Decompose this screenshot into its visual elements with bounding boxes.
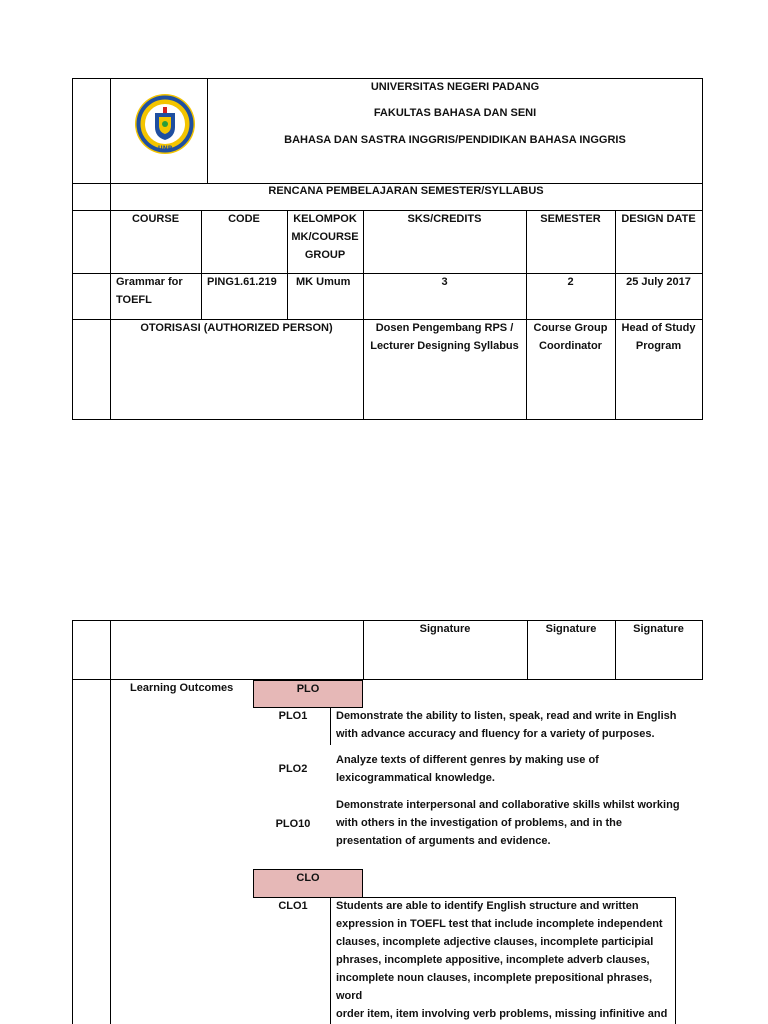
logo-abbr: UNP: [157, 145, 173, 152]
credits-value: 3: [441, 276, 448, 288]
page-title: RENCANA PEMBELAJARAN SEMESTER/SYLLABUS: [268, 185, 544, 197]
design-date-value: 25 July 2017: [626, 276, 691, 288]
plo10-code: PLO10: [275, 818, 311, 830]
clo1-code: CLO1: [278, 900, 308, 912]
course-header: COURSE: [131, 213, 180, 225]
course-group: MK Umum: [296, 276, 351, 288]
faculty-name: FAKULTAS BAHASA DAN SENI: [373, 107, 537, 119]
clo1-description: Students are able to identify English structure and written expression in TOEFL test that include incomplete independent clauses, incomplete adjective clauses, incomplete participial phrases, incomplete appositive, incomplete adverb clauses, incomplete noun clauses, incomplete prepositional phrases, word order item, item involving verb problems, missing infinitive and: [336, 900, 668, 1020]
plo1-code: PLO1: [278, 710, 308, 722]
semester-header: SEMESTER: [540, 213, 601, 225]
course-group-coordinator: Course Group Coordinator: [533, 322, 608, 352]
design-date-header: DESIGN DATE: [621, 213, 696, 225]
learning-outcomes-label: Learning Outcomes: [130, 682, 234, 694]
plo1-description: Demonstrate the ability to listen, speak, read and write in English with advance accuracy and fluency for a variety of purposes.: [336, 710, 677, 740]
credits-header: SKS/CREDITS: [407, 213, 482, 225]
course-code: PING1.61.219: [207, 276, 277, 288]
university-logo: [134, 93, 196, 155]
head-of-study-program: Head of Study Program: [621, 322, 696, 352]
course-group-header: KELOMPOK MK/COURSE GROUP: [291, 213, 359, 261]
clo-header: CLO: [296, 872, 320, 884]
plo2-description: Analyze texts of different genres by making use of lexicogrammatical knowledge.: [336, 754, 599, 784]
signature-head: Signature: [633, 623, 684, 635]
plo-header: PLO: [296, 683, 320, 695]
code-header: CODE: [228, 213, 260, 225]
lecturer-designing-syllabus: Dosen Pengembang RPS / Lecturer Designing Syllabus: [370, 322, 519, 352]
signature-lecturer: Signature: [419, 623, 471, 635]
authorization-label: OTORISASI (AUTHORIZED PERSON): [140, 322, 333, 334]
course-name: Grammar for TOEFL: [116, 276, 183, 306]
signature-coordinator: Signature: [545, 623, 597, 635]
plo10-description: Demonstrate interpersonal and collaborative skills whilst working with others in the investigation of problems, and in the presentation of arguments and evidence.: [336, 799, 680, 847]
plo2-code: PLO2: [278, 763, 308, 775]
university-name: UNIVERSITAS NEGERI PADANG: [370, 81, 540, 93]
department-name: BAHASA DAN SASTRA INGGRIS/PENDIDIKAN BAHASA INGGRIS: [284, 134, 626, 146]
semester-value: 2: [567, 276, 574, 288]
